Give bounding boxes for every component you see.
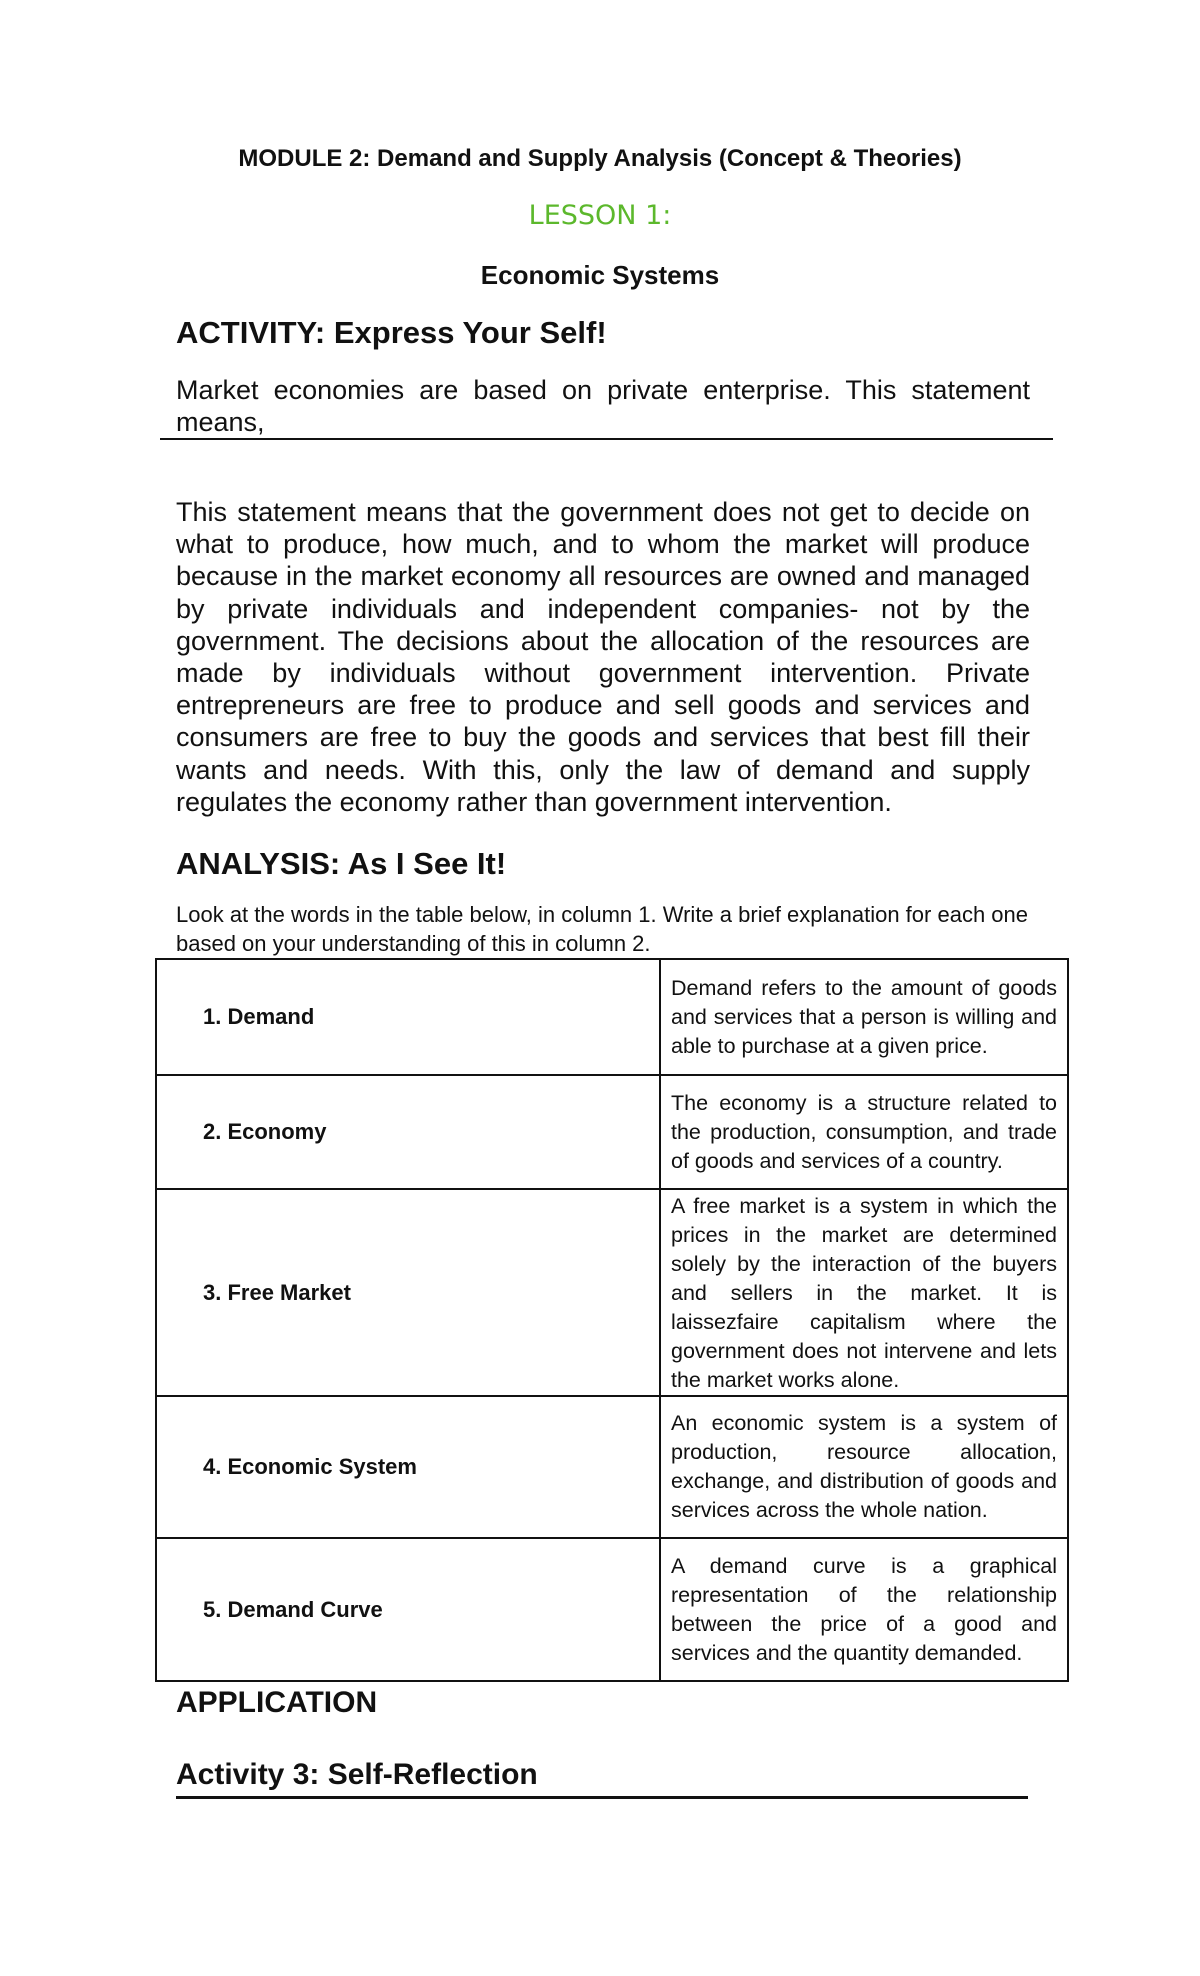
- prompt-underline: [160, 438, 1053, 440]
- analysis-instructions: Look at the words in the table below, in column 1. Write a brief explanation for each one based on your understanding of this in column 2.: [176, 902, 1028, 956]
- application-heading: APPLICATION: [176, 1686, 378, 1719]
- activity-prompt: Market economies are based on private enterprise. This statement means,: [176, 375, 1030, 437]
- term-cell: 1. Demand: [156, 959, 660, 1075]
- activity-heading: ACTIVITY: Express Your Self!: [176, 315, 607, 350]
- table-row: [156, 1189, 1068, 1396]
- term-cell: 3. Free Market: [156, 1189, 660, 1396]
- activity-answer: This statement means that the government does not get to decide on what to produce, how much, and to whom the market will produce because in the market economy all resources are owned and managed by private individuals and independent companies- not by the government. The decisions about the allocation of the resources are made by individuals without government intervention. Private entrepreneurs are free to produce and sell goods and services and consumers are free to buy the goods and services that best fill their wants and needs. With this, only the law of demand and supply regulates the economy rather than government intervention.: [176, 497, 1030, 817]
- analysis-heading: ANALYSIS: As I See It!: [176, 846, 507, 881]
- table-row: [156, 1396, 1068, 1538]
- definition-cell: The economy is a structure related to the production, consumption, and trade of goods and services of a country.: [660, 1075, 1068, 1189]
- table-row: [156, 959, 1068, 1075]
- term-cell: 2. Economy: [156, 1075, 660, 1189]
- activity3-underline: [176, 1796, 1028, 1799]
- activity3-heading: Activity 3: Self-Reflection: [176, 1758, 538, 1791]
- terms-table: [155, 958, 1069, 1682]
- lesson-topic: Economic Systems: [480, 260, 720, 290]
- term-cell: 5. Demand Curve: [156, 1538, 660, 1681]
- table-row: [156, 1075, 1068, 1189]
- definition-cell: A free market is a system in which the prices in the market are determined solely by the interaction of the buyers and sellers in the market. It is laissezfaire capitalism where the government does not intervene and lets the market works alone.: [660, 1189, 1068, 1396]
- lesson-label: LESSON 1:: [528, 200, 672, 231]
- table-row: [156, 1538, 1068, 1681]
- term-cell: 4. Economic System: [156, 1396, 660, 1538]
- definition-cell: A demand curve is a graphical representation of the relationship between the price of a good and services and the quantity demanded.: [660, 1538, 1068, 1681]
- definition-cell: An economic system is a system of production, resource allocation, exchange, and distribution of goods and services across the whole nation.: [660, 1396, 1068, 1538]
- module-title: MODULE 2: Demand and Supply Analysis (Concept & Theories): [238, 145, 962, 172]
- definition-cell: Demand refers to the amount of goods and services that a person is willing and able to purchase at a given price.: [660, 959, 1068, 1075]
